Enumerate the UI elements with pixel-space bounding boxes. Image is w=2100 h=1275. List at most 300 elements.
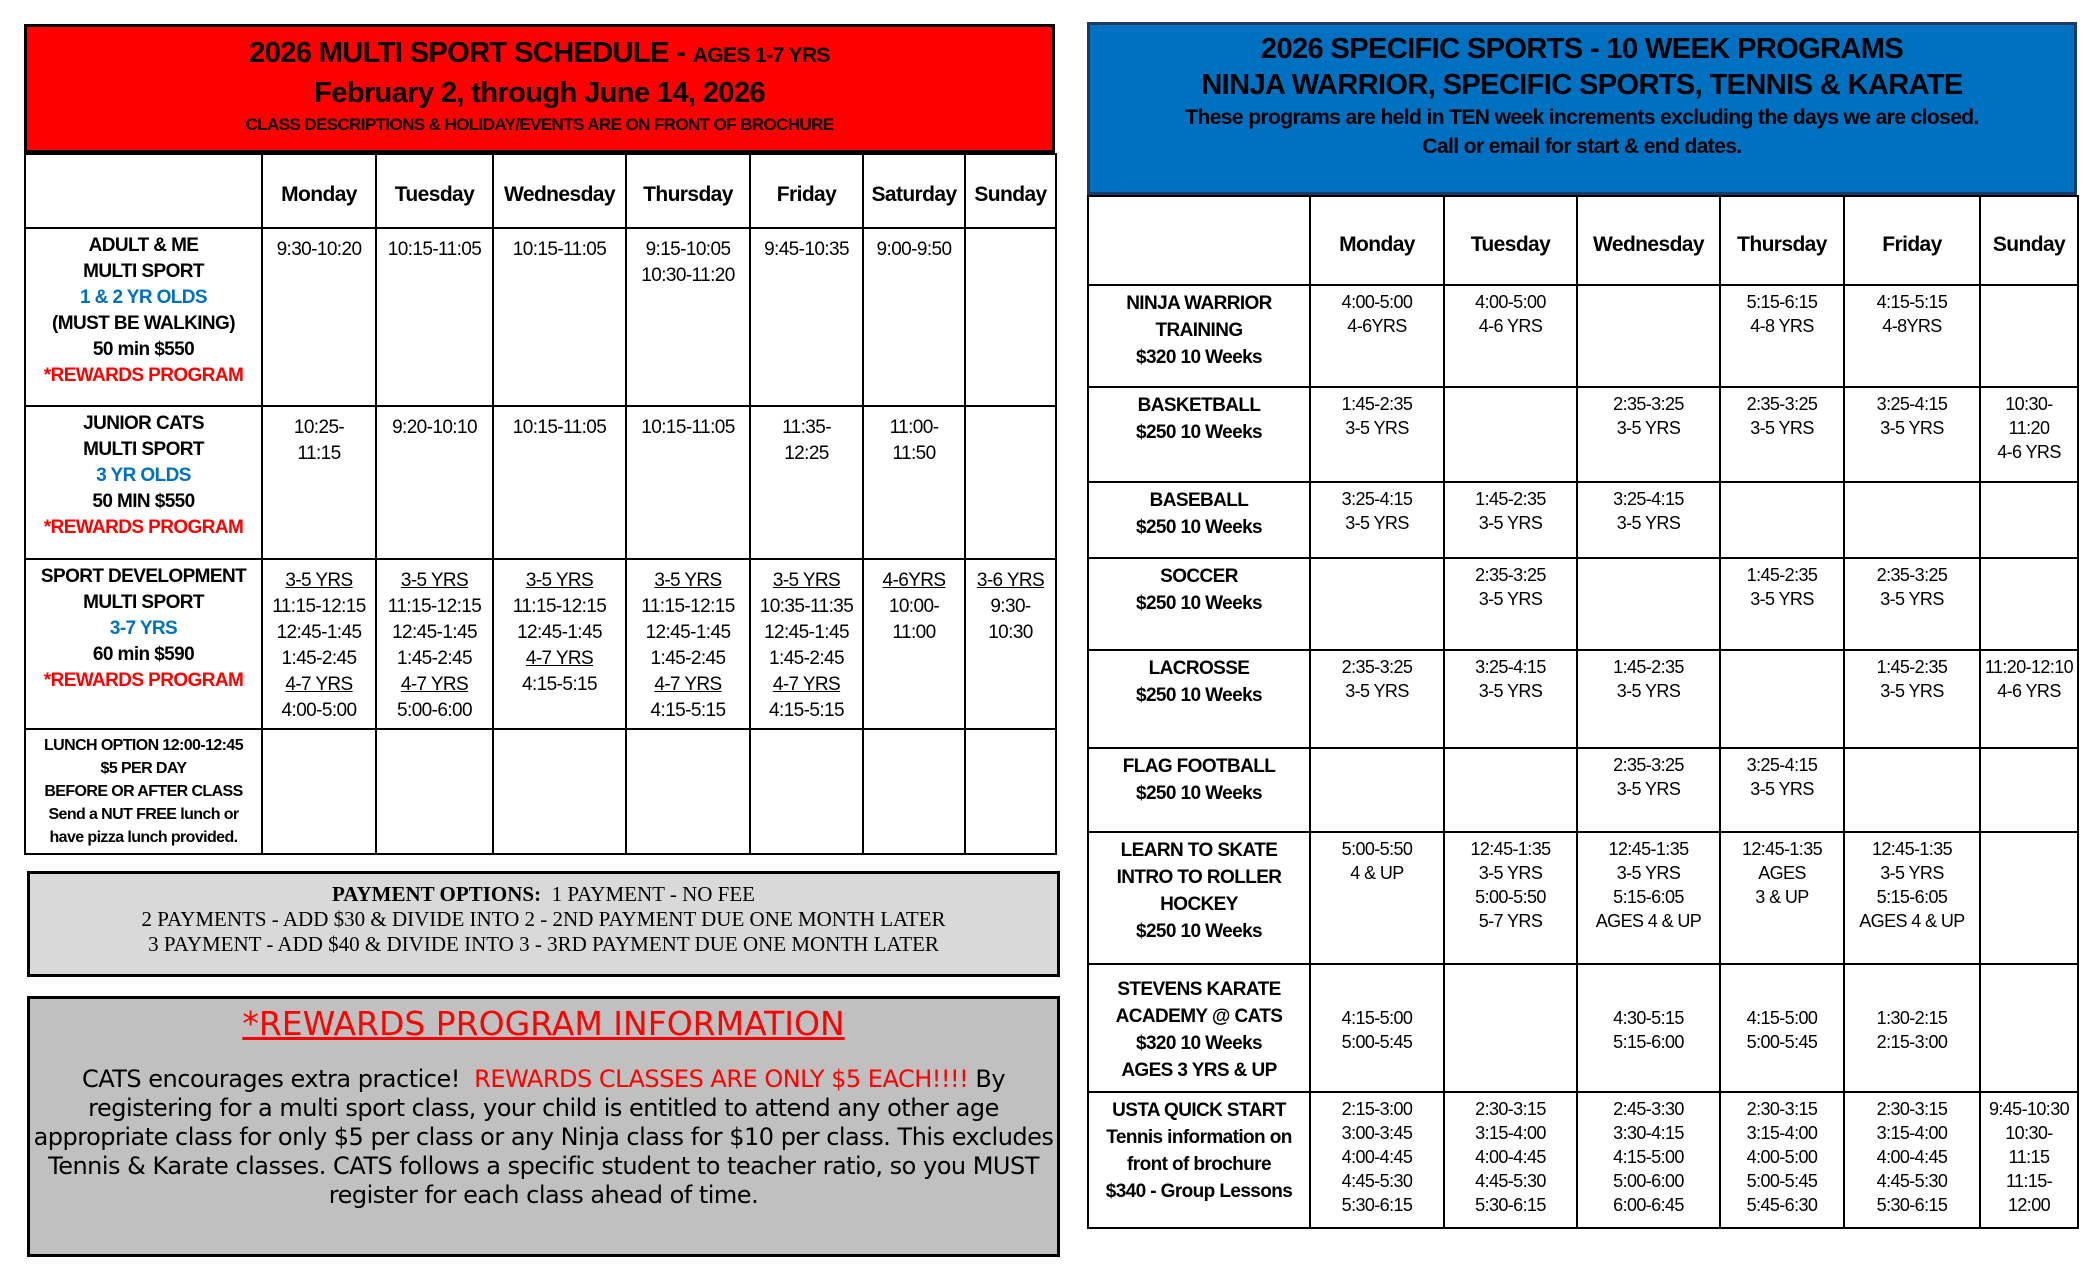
cell-line: AGES <box>1758 863 1806 883</box>
specific-sports-schedule <box>1087 22 2077 1229</box>
cell-line: LEARN TO SKATE <box>1120 840 1278 861</box>
cell-line: 1:45-2:45 <box>397 648 472 669</box>
multi-sport-dates: February 2, through June 14, 2026 <box>314 77 765 109</box>
cell-line: 9:20-10:10 <box>392 417 477 438</box>
schedule-cell <box>1844 964 1980 1092</box>
cell-line: ADULT & ME <box>88 235 199 256</box>
cell-line: 6:00-6:45 <box>1613 1195 1684 1215</box>
cell-line: 3:25-4:15 <box>1341 489 1413 509</box>
schedule-cell <box>863 228 965 406</box>
cell-line: 4-6YRS <box>1347 316 1407 336</box>
cell-line: 4-6 YRS <box>1997 442 2061 462</box>
cell-line: 10:00- <box>888 596 940 617</box>
cell-line: 3-5 YRS <box>1616 681 1681 701</box>
cell-line: 10:15-11:05 <box>512 239 607 260</box>
cell-line: 3-5 YRS <box>1478 513 1543 533</box>
cell-line: 4-8 YRS <box>1750 316 1814 336</box>
cell-line: 3-5 YRS <box>1345 681 1409 701</box>
cell-line: 12:45-1:35 <box>1470 839 1551 859</box>
cell-line: 5:00-6:00 <box>1613 1171 1684 1191</box>
cell-line: 4-6 YRS <box>1478 316 1543 336</box>
specific-title-2: NINJA WARRIOR, SPECIFIC SPORTS, TENNIS & KARATE <box>1201 69 1963 101</box>
program-label <box>25 729 262 854</box>
cell-line: have pizza lunch provided. <box>49 829 238 846</box>
cell-line: 3:15-4:00 <box>1475 1123 1546 1143</box>
cell-line: $250 10 Weeks <box>1135 593 1263 614</box>
cell-line: 4:15-5:00 <box>1341 1008 1413 1028</box>
cell-line: 3:00-3:45 <box>1341 1123 1413 1143</box>
corner-cell <box>25 154 262 228</box>
schedule-cell <box>965 406 1056 559</box>
cell-line: 3:30-4:15 <box>1613 1123 1684 1143</box>
cell-line: 5:00-5:45 <box>1746 1171 1818 1191</box>
cell-line: 1:30-2:15 <box>1876 1008 1948 1028</box>
cell-line: 4:15-5:15 <box>1876 292 1948 312</box>
schedule-cell <box>863 406 965 559</box>
schedule-cell <box>1980 482 2078 558</box>
cell-line: 10:30 <box>988 622 1033 643</box>
cell-line: 5:15-6:05 <box>1876 887 1948 907</box>
cell-line: 3:25-4:15 <box>1876 394 1948 414</box>
cell-line: BASEBALL <box>1149 490 1249 511</box>
schedule-cell <box>1844 558 1980 650</box>
cell-line: 4-6YRS <box>882 570 946 591</box>
table-row <box>1088 748 2078 832</box>
cell-line: 9:30- <box>990 596 1031 617</box>
payment-options-box <box>27 871 1060 977</box>
cell-line: 11:00- <box>889 417 939 438</box>
program-label <box>1088 964 1310 1092</box>
cell-line: 1:45-2:35 <box>1876 657 1948 677</box>
cell-line: *REWARDS PROGRAM <box>43 517 244 538</box>
cell-line: 1:45-2:45 <box>650 648 726 669</box>
multi-sport-table <box>24 153 1057 855</box>
cell-line: 2:35-3:25 <box>1613 394 1684 414</box>
cell-line: 3-5 YRS <box>1478 681 1543 701</box>
cell-line: 5:30-6:15 <box>1876 1195 1948 1215</box>
schedule-cell <box>1980 1092 2078 1228</box>
cell-line: 3-5 YRS <box>1880 418 1944 438</box>
program-label <box>1088 832 1310 964</box>
cell-line: 2:15-3:00 <box>1876 1032 1948 1052</box>
specific-sports-table <box>1087 195 2079 1229</box>
schedule-cell <box>376 729 493 854</box>
cell-line: 10:15-11:05 <box>512 417 607 438</box>
program-label <box>25 406 262 559</box>
day-header-tuesday: Tuesday <box>376 154 493 228</box>
cell-line: 4-7 YRS <box>285 674 353 695</box>
cell-line: *REWARDS PROGRAM <box>43 365 244 386</box>
schedule-cell <box>1980 558 2078 650</box>
cell-line: 5:30-6:15 <box>1475 1195 1546 1215</box>
day-header-thursday: Thursday <box>626 154 750 228</box>
rewards-intro: CATS encourages extra practice! <box>81 1065 460 1093</box>
table-row <box>1088 1092 2078 1228</box>
schedule-cell <box>262 559 376 729</box>
schedule-cell <box>1577 964 1720 1092</box>
schedule-cell <box>626 729 750 854</box>
cell-line: 5:00-6:00 <box>397 700 472 721</box>
cell-line: 3-5 YRS <box>772 570 841 591</box>
cell-line: 3-5 YRS <box>1616 863 1681 883</box>
cell-line: 4-7 YRS <box>654 674 722 695</box>
cell-line: 4:15-5:15 <box>522 674 597 695</box>
cell-line: $320 10 Weeks <box>1135 347 1263 368</box>
cell-line: 3-7 YRS <box>109 618 178 639</box>
cell-line: MULTI SPORT <box>83 439 204 460</box>
schedule-cell <box>493 729 626 854</box>
cell-line: 1:45-2:35 <box>1475 489 1546 509</box>
schedule-cell <box>376 406 493 559</box>
cell-line: 3-5 YRS <box>1616 418 1681 438</box>
cell-line: 5-7 YRS <box>1478 911 1543 931</box>
schedule-cell <box>1844 285 1980 387</box>
cell-line: front of brochure <box>1127 1154 1271 1175</box>
cell-line: NINJA WARRIOR <box>1126 293 1272 314</box>
cell-line: 4-6 YRS <box>1997 681 2061 701</box>
schedule-cell <box>1844 482 1980 558</box>
schedule-cell <box>1720 285 1844 387</box>
cell-line: 3:25-4:15 <box>1613 489 1684 509</box>
schedule-cell <box>1444 748 1577 832</box>
schedule-cell <box>1577 748 1720 832</box>
rewards-highlight: REWARDS CLASSES ARE ONLY $5 EACH!!!! <box>474 1065 969 1093</box>
cell-line: 50 min $550 <box>92 339 195 360</box>
schedule-cell <box>1310 832 1444 964</box>
cell-line: 3-5 YRS <box>654 570 722 591</box>
day-header-saturday: Saturday <box>863 154 965 228</box>
table-row <box>25 228 1056 406</box>
program-label <box>25 559 262 729</box>
table-row <box>1088 285 2078 387</box>
cell-line: 4:00-4:45 <box>1475 1147 1546 1167</box>
cell-line: 12:45-1:35 <box>1741 839 1823 859</box>
schedule-cell <box>1980 964 2078 1092</box>
cell-line: 11:15- <box>2005 1171 2053 1191</box>
day-header-tuesday: Tuesday <box>1444 196 1577 285</box>
schedule-cell <box>1444 285 1577 387</box>
multi-sport-schedule <box>24 24 1055 855</box>
schedule-cell <box>1844 748 1980 832</box>
cell-line: 12:45-1:45 <box>764 622 849 643</box>
program-label <box>1088 558 1310 650</box>
cell-line: $250 10 Weeks <box>1135 517 1263 538</box>
cell-line: SPORT DEVELOPMENT <box>40 566 247 587</box>
cell-line: 3-5 YRS <box>400 570 469 591</box>
payment-option-1: 1 PAYMENT - NO FEE <box>551 882 755 906</box>
cell-line: 4:00-4:45 <box>1341 1147 1413 1167</box>
schedule-cell <box>1720 482 1844 558</box>
cell-line: JUNIOR CATS <box>83 413 204 434</box>
day-header-thursday: Thursday <box>1720 196 1844 285</box>
cell-line: 10:35-11:35 <box>759 596 854 617</box>
schedule-cell <box>262 228 376 406</box>
cell-line: 9:00-9:50 <box>876 239 952 260</box>
schedule-cell <box>626 228 750 406</box>
payment-line-1 <box>30 882 1057 907</box>
cell-line: 3-5 YRS <box>1750 779 1814 799</box>
day-header-friday: Friday <box>750 154 863 228</box>
schedule-cell <box>1444 832 1577 964</box>
cell-line: 3 YR OLDS <box>96 465 191 486</box>
cell-line: 2:30-3:15 <box>1876 1099 1948 1119</box>
cell-line: $5 PER DAY <box>100 760 187 777</box>
cell-line: 11:20 <box>2008 418 2050 438</box>
cell-line: (MUST BE WALKING) <box>52 313 235 334</box>
schedule-cell <box>1980 285 2078 387</box>
cell-line: 10:25- <box>293 417 345 438</box>
title-text: 2026 MULTI SPORT SCHEDULE - <box>249 37 693 69</box>
cell-line: 50 MIN $550 <box>92 491 195 512</box>
cell-line: 1:45-2:35 <box>1341 394 1413 414</box>
cell-line: $320 10 Weeks <box>1135 1033 1263 1054</box>
table-row <box>1088 832 2078 964</box>
schedule-cell <box>1577 1092 1720 1228</box>
program-label <box>1088 285 1310 387</box>
cell-line: 4 & UP <box>1350 863 1404 883</box>
schedule-cell <box>376 228 493 406</box>
schedule-cell <box>1720 964 1844 1092</box>
cell-line: 3-6 YRS <box>976 570 1045 591</box>
cell-line: HOCKEY <box>1160 894 1238 915</box>
day-header-wednesday: Wednesday <box>493 154 626 228</box>
schedule-cell <box>1444 387 1577 482</box>
cell-line: LACROSSE <box>1148 658 1250 679</box>
cell-line: 3-5 YRS <box>1880 863 1944 883</box>
cell-line: INTRO TO ROLLER <box>1116 867 1282 888</box>
cell-line: 2:35-3:25 <box>1613 755 1684 775</box>
rewards-title: *REWARDS PROGRAM INFORMATION <box>242 1004 845 1043</box>
cell-line: 11:20-12:10 <box>1984 657 2074 677</box>
cell-line: 1:45-2:35 <box>1746 565 1818 585</box>
cell-line: 5:00-5:45 <box>1341 1032 1413 1052</box>
schedule-cell <box>493 228 626 406</box>
cell-line: 4:45-5:30 <box>1341 1171 1413 1191</box>
schedule-cell <box>1720 387 1844 482</box>
cell-line: 12:45-1:45 <box>392 622 477 643</box>
cell-line: 5:15-6:00 <box>1613 1032 1684 1052</box>
corner-cell <box>1088 196 1310 285</box>
cell-line: 2:35-3:25 <box>1746 394 1818 414</box>
schedule-cell <box>1310 387 1444 482</box>
day-header-sunday: Sunday <box>1980 196 2078 285</box>
cell-line: 11:15-12:15 <box>641 596 735 617</box>
schedule-cell <box>1844 1092 1980 1228</box>
schedule-cell <box>1720 650 1844 748</box>
cell-line: $340 - Group Lessons <box>1105 1181 1293 1202</box>
cell-line: 4:15-5:00 <box>1746 1008 1818 1028</box>
cell-line: 3-5 YRS <box>1345 513 1409 533</box>
cell-line: 12:45-1:45 <box>517 622 602 643</box>
cell-line: ACADEMY @ CATS <box>1115 1006 1283 1027</box>
schedule-cell <box>1444 650 1577 748</box>
cell-line: 4-7 YRS <box>400 674 469 695</box>
cell-line: USTA QUICK START <box>1112 1100 1286 1121</box>
cell-line: 3-5 YRS <box>525 570 594 591</box>
schedule-cell <box>262 729 376 854</box>
program-label <box>1088 387 1310 482</box>
schedule-cell <box>1980 387 2078 482</box>
cell-line: 3-5 YRS <box>1616 779 1681 799</box>
schedule-cell <box>1980 748 2078 832</box>
specific-note-2: Call or email for start & end dates. <box>1422 135 1742 158</box>
schedule-cell <box>1720 748 1844 832</box>
cell-line: 1:45-2:45 <box>769 648 844 669</box>
schedule-cell <box>1720 1092 1844 1228</box>
cell-line: 3-5 YRS <box>1345 418 1409 438</box>
schedule-cell <box>750 406 863 559</box>
schedule-cell <box>750 729 863 854</box>
cell-line: Send a NUT FREE lunch or <box>48 806 239 823</box>
cell-line: 1:45-2:35 <box>1613 657 1684 677</box>
cell-line: 3-5 YRS <box>285 570 353 591</box>
cell-line: 2:30-3:15 <box>1475 1099 1546 1119</box>
schedule-cell <box>1310 1092 1444 1228</box>
cell-line: $250 10 Weeks <box>1135 685 1263 706</box>
cell-line: 5:30-6:15 <box>1341 1195 1413 1215</box>
cell-line: 9:15-10:05 <box>645 239 731 260</box>
cell-line: 11:15 <box>297 443 341 464</box>
cell-line: *REWARDS PROGRAM <box>43 670 244 691</box>
schedule-cell <box>1310 748 1444 832</box>
schedule-cell <box>1577 832 1720 964</box>
cell-line: BEFORE OR AFTER CLASS <box>44 783 243 800</box>
cell-line: 3:15-4:00 <box>1876 1123 1948 1143</box>
schedule-cell <box>1577 482 1720 558</box>
schedule-cell <box>1444 482 1577 558</box>
day-header-monday: Monday <box>1310 196 1444 285</box>
cell-line: 4:45-5:30 <box>1475 1171 1546 1191</box>
schedule-cell <box>493 559 626 729</box>
cell-line: 10:15-11:05 <box>387 239 482 260</box>
schedule-cell <box>376 559 493 729</box>
cell-line: 3-5 YRS <box>1616 513 1681 533</box>
multi-sport-note: CLASS DESCRIPTIONS & HOLIDAY/EVENTS ARE ON FRONT OF BROCHURE <box>245 115 834 134</box>
cell-line: 3:15-4:00 <box>1746 1123 1818 1143</box>
cell-line: 4:00-5:00 <box>281 700 357 721</box>
rewards-body: By registering for a multi sport class, your child is entitled to attend any other age appropriate class for only $5 per class or any Ninja class for $10 per class. This excludes Tennis & Karate classes. CATS follows a specific student to teacher ratio, so you MUST register for each class ahead of time. <box>33 1065 1054 1209</box>
cell-line: 5:45-6:30 <box>1746 1195 1818 1215</box>
cell-line: FLAG FOOTBALL <box>1122 756 1276 777</box>
cell-line: 4:00-5:00 <box>1475 292 1546 312</box>
cell-line: 4-8YRS <box>1882 316 1942 336</box>
cell-line: 4:15-5:15 <box>650 700 726 721</box>
cell-line: 4:30-5:15 <box>1613 1008 1684 1028</box>
schedule-cell <box>1444 558 1577 650</box>
specific-title-1: 2026 SPECIFIC SPORTS - 10 WEEK PROGRAMS <box>1260 33 1904 65</box>
cell-line: 11:15 <box>2008 1147 2050 1167</box>
schedule-cell <box>863 729 965 854</box>
rewards-text <box>30 1065 1057 1210</box>
cell-line: 3 & UP <box>1755 887 1809 907</box>
table-row <box>25 729 1056 854</box>
schedule-cell <box>750 559 863 729</box>
table-row <box>1088 964 2078 1092</box>
cell-line: TRAINING <box>1155 320 1243 341</box>
schedule-cell <box>1310 285 1444 387</box>
payment-option-2: 2 PAYMENTS - ADD $30 & DIVIDE INTO 2 - 2ND PAYMENT DUE ONE MONTH LATER <box>141 907 946 931</box>
cell-line: 60 min $590 <box>92 644 195 665</box>
schedule-cell <box>1577 558 1720 650</box>
schedule-cell <box>1980 650 2078 748</box>
cell-line: 10:30- <box>2005 1123 2053 1143</box>
day-header-monday: Monday <box>262 154 376 228</box>
cell-line: 11:50 <box>892 443 936 464</box>
program-label <box>1088 748 1310 832</box>
day-header-sunday: Sunday <box>965 154 1056 228</box>
cell-line: 5:00-5:50 <box>1475 887 1546 907</box>
schedule-cell <box>1720 558 1844 650</box>
program-label <box>25 228 262 406</box>
schedule-cell <box>1577 285 1720 387</box>
cell-line: 4-7 YRS <box>772 674 841 695</box>
schedule-cell <box>626 406 750 559</box>
schedule-cell <box>1310 964 1444 1092</box>
cell-line: 11:15-12:15 <box>272 596 366 617</box>
cell-line: 9:45-10:30 <box>1988 1099 2070 1119</box>
multi-sport-title <box>27 35 1052 74</box>
specific-sports-header <box>1087 22 2077 195</box>
schedule-cell <box>1720 832 1844 964</box>
cell-line: 3-5 YRS <box>1750 418 1814 438</box>
specific-note-1: These programs are held in TEN week increments excluding the days we are closed. <box>1185 106 1979 129</box>
schedule-cell <box>1310 482 1444 558</box>
table-row <box>25 559 1056 729</box>
cell-line: 10:15-11:05 <box>641 417 735 438</box>
schedule-cell <box>1444 1092 1577 1228</box>
schedule-cell <box>1310 558 1444 650</box>
cell-line: 4:00-5:00 <box>1746 1147 1818 1167</box>
cell-line: 4:45-5:30 <box>1876 1171 1948 1191</box>
cell-line: 2:45-3:30 <box>1613 1099 1684 1119</box>
cell-line: 10:30- <box>2005 394 2053 414</box>
cell-line: 1 & 2 YR OLDS <box>80 287 207 308</box>
schedule-cell <box>493 406 626 559</box>
cell-line: 10:30-11:20 <box>641 265 735 286</box>
schedule-cell <box>1844 387 1980 482</box>
schedule-cell <box>1844 832 1980 964</box>
cell-line: 11:35- <box>782 417 831 438</box>
cell-line: 4:15-5:15 <box>769 700 844 721</box>
table-row <box>1088 387 2078 482</box>
schedule-cell <box>965 228 1056 406</box>
cell-line: 2:30-3:15 <box>1746 1099 1818 1119</box>
program-label <box>1088 1092 1310 1228</box>
cell-line: AGES 3 YRS & UP <box>1121 1060 1277 1081</box>
cell-line: 11:00 <box>892 622 936 643</box>
table-row <box>1088 650 2078 748</box>
cell-line: $250 10 Weeks <box>1135 422 1263 443</box>
program-label <box>1088 482 1310 558</box>
day-header-wednesday: Wednesday <box>1577 196 1720 285</box>
day-header-friday: Friday <box>1844 196 1980 285</box>
schedule-cell <box>1980 832 2078 964</box>
cell-line: STEVENS KARATE <box>1117 979 1281 1000</box>
schedule-cell <box>965 729 1056 854</box>
schedule-cell <box>1577 387 1720 482</box>
cell-line: 2:35-3:25 <box>1475 565 1546 585</box>
cell-line: 5:15-6:05 <box>1613 887 1684 907</box>
cell-line: 4:15-5:00 <box>1613 1147 1684 1167</box>
cell-line: 3-5 YRS <box>1478 863 1543 883</box>
cell-line: 9:30-10:20 <box>276 239 362 260</box>
schedule-cell <box>1310 650 1444 748</box>
cell-line: MULTI SPORT <box>83 592 204 613</box>
cell-line: $250 10 Weeks <box>1135 921 1263 942</box>
cell-line: SOCCER <box>1160 566 1238 587</box>
cell-line: 4:00-4:45 <box>1876 1147 1948 1167</box>
cell-line: 12:45-1:45 <box>276 622 362 643</box>
